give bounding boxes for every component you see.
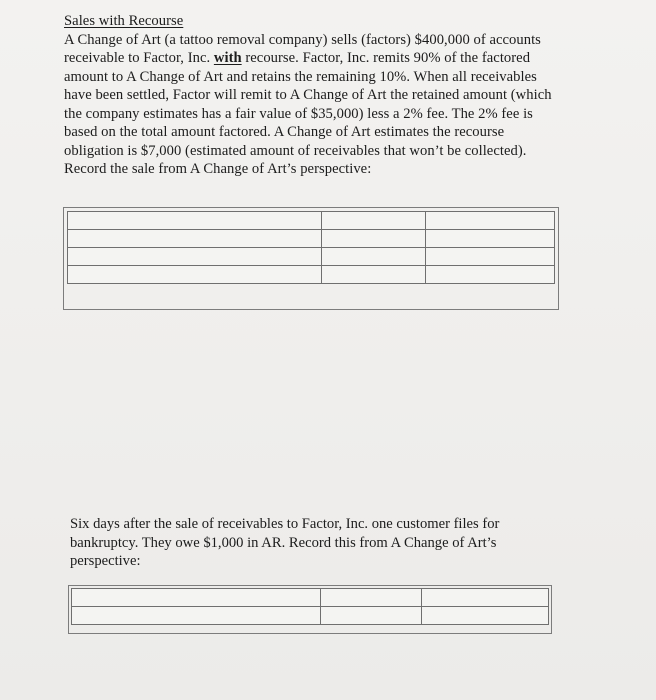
account-cell[interactable] [68, 248, 322, 266]
journal-table-2 [71, 588, 549, 625]
credit-cell[interactable] [422, 607, 549, 625]
journal-table-1 [67, 211, 555, 284]
account-cell[interactable] [68, 212, 322, 230]
problem-line-6: based on the total amount factored. A Change of Art estimates the recourse [64, 124, 505, 140]
journal-2-row [72, 607, 549, 625]
credit-cell[interactable] [426, 230, 555, 248]
problem-title: Sales with Recourse [64, 13, 184, 29]
debit-cell[interactable] [322, 230, 426, 248]
problem-line-1: A Change of Art (a tattoo removal company) sells (factors) $400,000 of accounts [64, 31, 541, 48]
account-cell[interactable] [72, 589, 321, 607]
credit-cell[interactable] [426, 248, 555, 266]
debit-cell[interactable] [322, 248, 426, 266]
problem-line-3: amount to A Change of Art and retains the remaining 10%. When all receivables [64, 68, 537, 85]
account-cell[interactable] [68, 230, 322, 248]
account-cell[interactable] [68, 266, 322, 284]
credit-cell[interactable] [426, 212, 555, 230]
account-cell[interactable] [72, 607, 321, 625]
journal-1-row [68, 248, 555, 266]
problem-text [64, 12, 636, 179]
followup-line-2: bankruptcy. They owe $1,000 in AR. Record this from A Change of Art’s [70, 534, 497, 551]
problem-line-5: the company estimates has a fair value of $35,000) less a 2% fee. The 2% fee is [64, 105, 533, 122]
emphasis-with: with [213, 50, 242, 66]
credit-cell[interactable] [426, 266, 555, 284]
followup-line-3: perspective: [70, 553, 141, 569]
problem-line-2: receivable to Factor, Inc. with recourse. Factor, Inc. remits 90% of the factored [64, 50, 531, 66]
journal-1-row [68, 266, 555, 284]
journal-1-row [68, 212, 555, 230]
debit-cell[interactable] [321, 607, 422, 625]
followup-text [70, 515, 610, 571]
problem-line-8: Record the sale from A Change of Art’s perspective: [64, 161, 372, 177]
credit-cell[interactable] [422, 589, 549, 607]
journal-2-row [72, 589, 549, 607]
debit-cell[interactable] [322, 212, 426, 230]
problem-line-7: obligation is $7,000 (estimated amount of receivables that won’t be collected). [64, 142, 527, 159]
problem-line-4: have been settled, Factor will remit to A Change of Art the retained amount (which [64, 87, 552, 103]
debit-cell[interactable] [321, 589, 422, 607]
followup-line-1: Six days after the sale of receivables to Factor, Inc. one customer files for [70, 516, 500, 532]
debit-cell[interactable] [322, 266, 426, 284]
journal-1-row [68, 230, 555, 248]
